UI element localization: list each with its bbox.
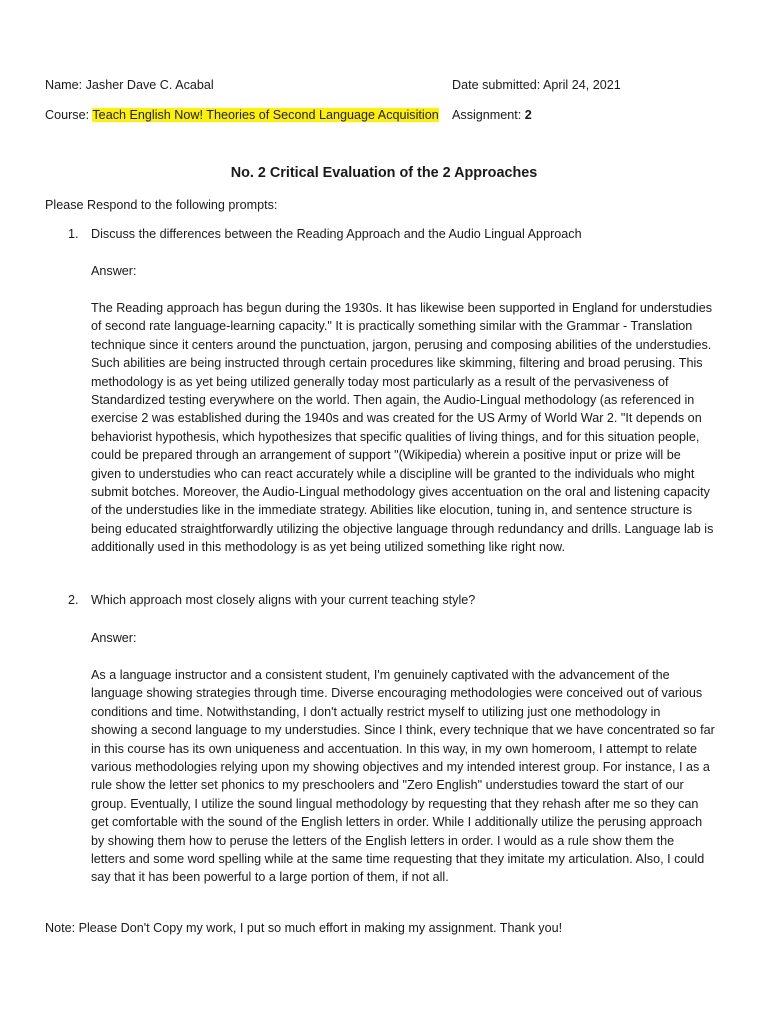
answer-line: various methodologies relying upon my showing objectives and my intended interest group. For instance, I as a	[91, 760, 710, 775]
answer-line: of second rate language-learning capacity." It is practically something similar with the Grammar - Translation	[91, 319, 693, 334]
answer-line: given to understudies who can react accurately while a discipline will be granted to the individuals who might	[91, 466, 695, 481]
answer-line: additionally used in this methodology is as yet being utilized something like right now.	[91, 540, 565, 555]
answer-line: say that it has been powerful to a large portion of them, if not all.	[91, 870, 449, 885]
question-1-number: 1.	[68, 227, 79, 241]
answer-line: by showing them how to peruse the letters of the English letters in order. I would as a rule show them the	[91, 833, 675, 848]
answer-line: behaviorist hypothesis, which hypothesizes that specific qualities of living things, and for this situation people,	[91, 429, 700, 444]
answer-line: methodology is as yet being utilized generally today most particularly as a result of the pervasiveness of	[91, 374, 669, 389]
assignment-value: 2	[524, 108, 532, 122]
date-line	[452, 76, 621, 94]
answer-line: of the understudies like in the immediate strategy. Abilities like elocution, tuning in, and sentence structure is	[91, 503, 693, 518]
answer-line: technique since it centers around the punctuation, jargon, perusing and composing abilities of the understudies.	[91, 337, 712, 352]
assignment-line	[452, 106, 532, 124]
answer-line: letters and some word spelling while at the same time requesting that they imitate my articulation. Also, I could	[91, 852, 705, 867]
course-value: Teach English Now! Theories of Second Language Acquisition	[92, 108, 439, 122]
answer-line: exercise 2 was established during the 1940s and was created for the US Army of World War 2. "It depends on	[91, 411, 702, 426]
answer-line: language showing strategies through time. Diverse encouraging methodologies were conceived out of various	[91, 686, 703, 701]
answer-line: in this course has its own uniqueness and accentuation. In this way, in my own homeroom, I attempt to relate	[91, 741, 697, 756]
course-line	[45, 106, 439, 124]
answer-line: group. Eventually, I utilize the sound lingual methodology by requesting that they rehash after me so they can	[91, 796, 699, 811]
answer-line: The Reading approach has begun during the 1930s. It has likewise been supported in England for understudies	[91, 301, 713, 315]
answer-line: showing a second language to my understudies. Since I think, every technique that we have concentrated so far	[91, 723, 715, 738]
date-value: April 24, 2021	[543, 78, 621, 92]
question-1-answer	[91, 299, 725, 557]
question-2-number: 2.	[68, 593, 79, 607]
answer-line: submit botches. Moreover, the Audio-Lingual methodology gives accentuation on the oral and listening capacity	[91, 485, 710, 500]
course-label: Course:	[45, 108, 90, 122]
name-label: Name:	[45, 78, 83, 92]
question-2-answer-label: Answer:	[91, 631, 137, 645]
answer-line: being educated straightforwardly utilizing the objective language through redundancy and drills. Language lab is	[91, 521, 714, 536]
answer-line: Such abilities are being instructed through certain procedures like skimming, filtering and broad perusing. This	[91, 356, 703, 371]
footer-note: Note: Please Don't Copy my work, I put so much effort in making my assignment. Thank you!	[45, 921, 563, 935]
question-2-answer	[91, 666, 725, 887]
name-line	[45, 76, 214, 94]
question-1-answer-label: Answer:	[91, 264, 137, 278]
question-1-prompt: Discuss the differences between the Reading Approach and the Audio Lingual Approach	[91, 227, 582, 241]
answer-line: conditions and time. Notwithstanding, I don't actually restrict myself to utilizing just one methodology in	[91, 704, 661, 719]
document-title: No. 2 Critical Evaluation of the 2 Approaches	[230, 165, 538, 181]
answer-line: get comfortable with the sound of the English letters in order. While I additionally utilize the perusing approach	[91, 815, 703, 830]
name-value: Jasher Dave C. Acabal	[85, 78, 214, 92]
answer-line: could be prepared through an arrangement of support "(Wikipedia) wherein a positive input or prize will be	[91, 448, 681, 463]
answer-line: rule show the letter set phonics to my preschoolers and "Zero English" understudies toward the start of our	[91, 778, 684, 793]
question-2-prompt: Which approach most closely aligns with your current teaching style?	[91, 593, 476, 607]
answer-line: Standardized testing everywhere on the world. Then again, the Audio-Lingual methodology (as referenced in	[91, 393, 695, 408]
answer-line: As a language instructor and a consistent student, I'm genuinely captivated with the advancement of the	[91, 668, 670, 682]
assignment-label: Assignment:	[452, 108, 522, 122]
instructions: Please Respond to the following prompts:	[45, 198, 278, 212]
date-label: Date submitted:	[452, 78, 541, 92]
